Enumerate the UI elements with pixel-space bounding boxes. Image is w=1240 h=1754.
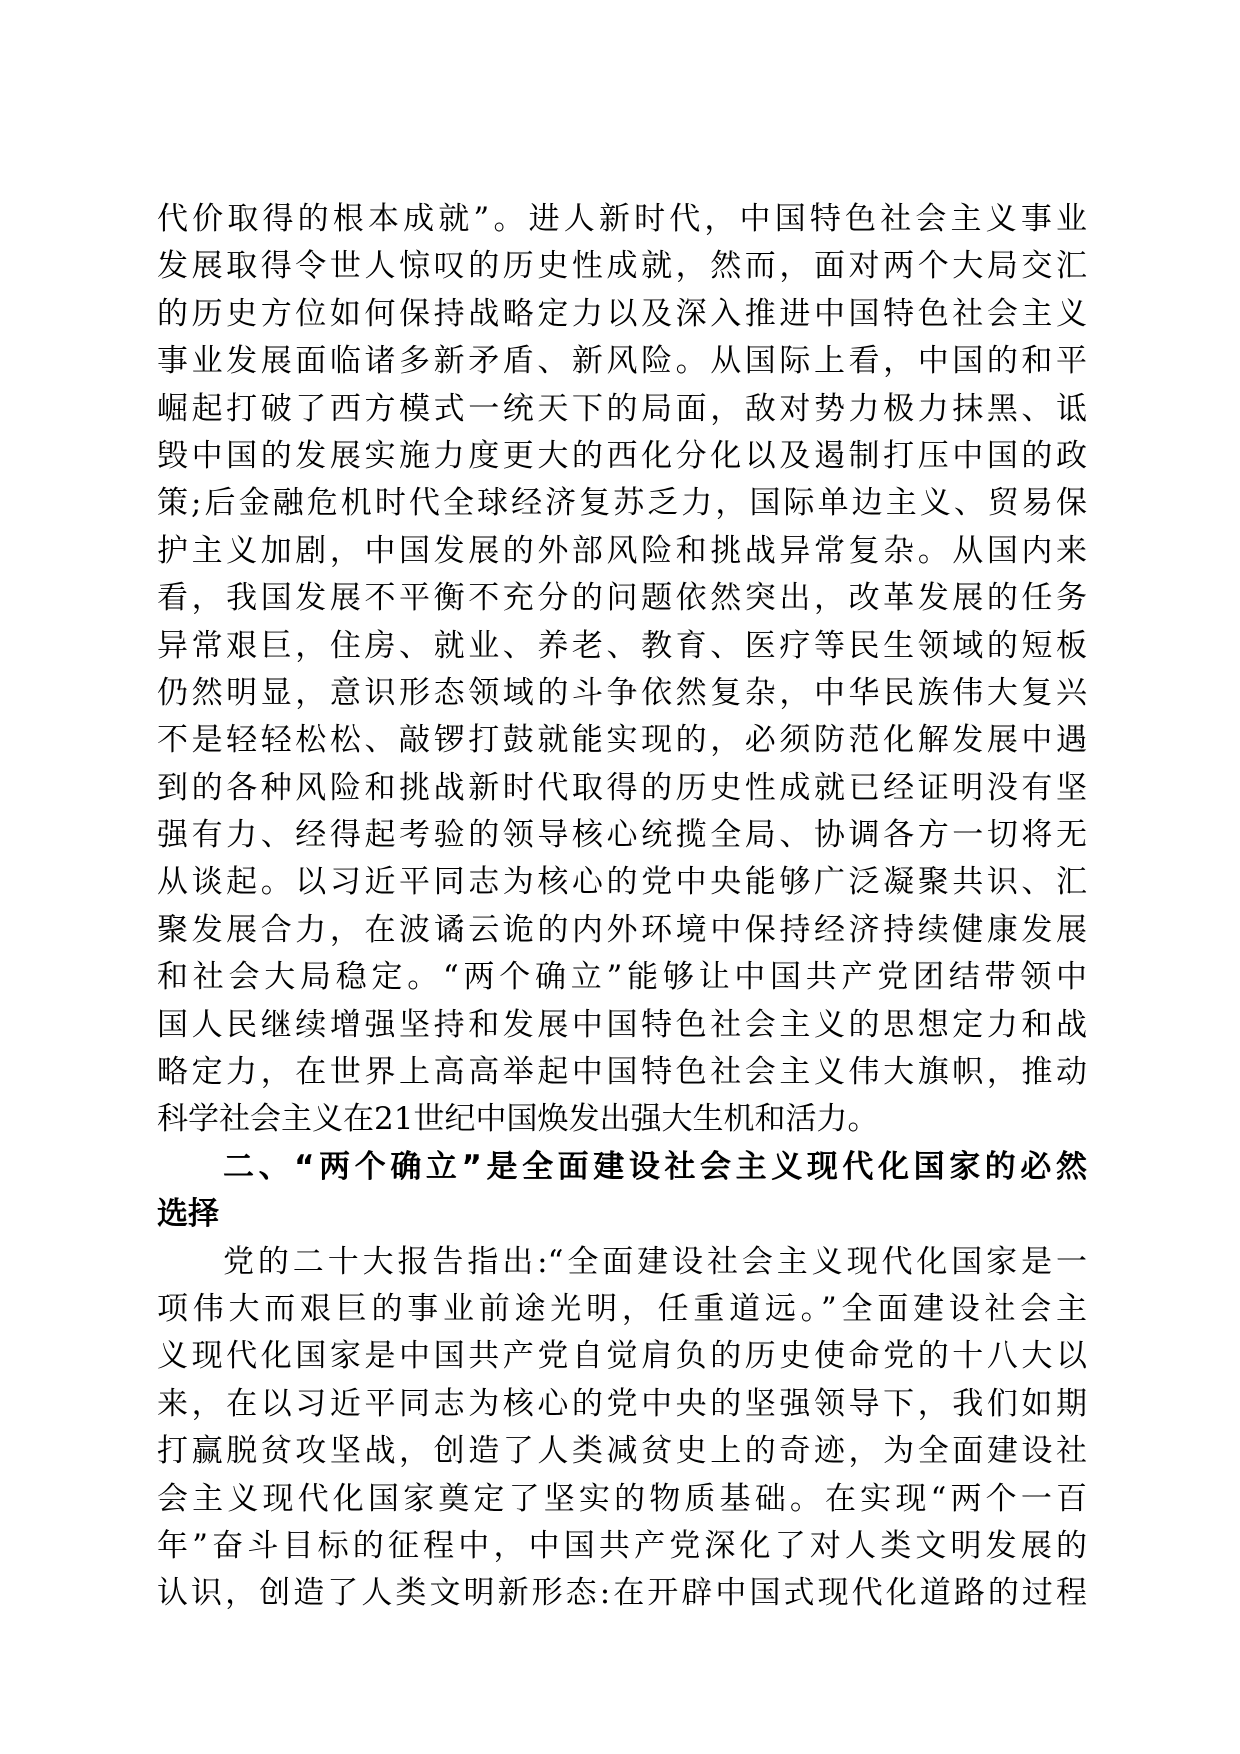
heading-line: 二、“两个确立”是全面建设社会主义现代化国家的必然: [223, 1148, 1087, 1185]
text-line: 和社会大局稳定。“两个确立”能够让中国共产党团结带领中: [157, 959, 1087, 996]
paragraph: [157, 1239, 1087, 1618]
text-line: 科学社会主义在21世纪中国焕发出强大生机和活力。: [157, 1101, 879, 1138]
text-line: 强有力、经得起考验的领导核心统揽全局、协调各方一切将无: [157, 817, 1087, 854]
text-line: 会主义现代化国家奠定了坚实的物质基础。在实现“两个一百: [157, 1480, 1087, 1517]
text-line: 认识，创造了人类文明新形态:在开辟中国式现代化道路的过程: [157, 1575, 1087, 1612]
text-line: 聚发展合力，在波谲云诡的内外环境中保持经济持续健康发展: [157, 911, 1087, 948]
text-line: 打赢脱贫攻坚战，创造了人类减贫史上的奇迹，为全面建设社: [157, 1433, 1087, 1470]
text-line: 仍然明显，意识形态领域的斗争依然复杂，中华民族伟大复兴: [157, 674, 1087, 711]
text-line: 略定力，在世界上高高举起中国特色社会主义伟大旗帜，推动: [157, 1054, 1087, 1091]
text-line: 到的各种风险和挑战新时代取得的历史性成就已经证明没有坚: [157, 769, 1087, 806]
document-body: [157, 196, 1087, 1618]
paragraph-continuation: [157, 196, 1087, 1144]
text-line: 年”奋斗目标的征程中，中国共产党深化了对人类文明发展的: [157, 1527, 1087, 1564]
text-line: 看，我国发展不平衡不充分的问题依然突出，改革发展的任务: [157, 580, 1087, 617]
text-line: 来，在以习近平同志为核心的党中央的坚强领导下，我们如期: [157, 1385, 1087, 1422]
text-line: 异常艰巨，住房、就业、养老、教育、医疗等民生领域的短板: [157, 627, 1087, 664]
text-line: 事业发展面临诸多新矛盾、新风险。从国际上看，中国的和平: [157, 343, 1087, 380]
text-line: 不是轻轻松松、敲锣打鼓就能实现的，必须防范化解发展中遇: [157, 722, 1087, 759]
text-line: 项伟大而艰巨的事业前途光明，任重道远。”全面建设社会主: [157, 1290, 1087, 1327]
text-line: 护主义加剧，中国发展的外部风险和挑战异常复杂。从国内来: [157, 532, 1087, 569]
text-line: 策;后金融危机时代全球经济复苏乏力，国际单边主义、贸易保: [157, 485, 1087, 522]
text-line: 发展取得令世人惊叹的历史性成就，然而，面对两个大局交汇: [157, 248, 1087, 285]
text-line: 代价取得的根本成就”。进人新时代，中国特色社会主义事业: [157, 201, 1087, 237]
text-line: 国人民继续增强坚持和发展中国特色社会主义的思想定力和战: [157, 1006, 1087, 1043]
text-line: 党的二十大报告指出:“全面建设社会主义现代化国家是一: [223, 1243, 1087, 1280]
heading-line: 选择: [157, 1196, 219, 1233]
section-heading: [157, 1144, 1087, 1239]
text-line: 从谈起。以习近平同志为核心的党中央能够广泛凝聚共识、汇: [157, 864, 1087, 901]
text-line: 崛起打破了西方模式一统天下的局面，敌对势力极力抹黑、诋: [157, 390, 1087, 427]
text-line: 的历史方位如何保持战略定力以及深入推进中国特色社会主义: [157, 295, 1087, 332]
text-line: 毁中国的发展实施力度更大的西化分化以及遏制打压中国的政: [157, 437, 1087, 474]
text-line: 义现代化国家是中国共产党自觉肩负的历史使命党的十八大以: [157, 1338, 1087, 1375]
